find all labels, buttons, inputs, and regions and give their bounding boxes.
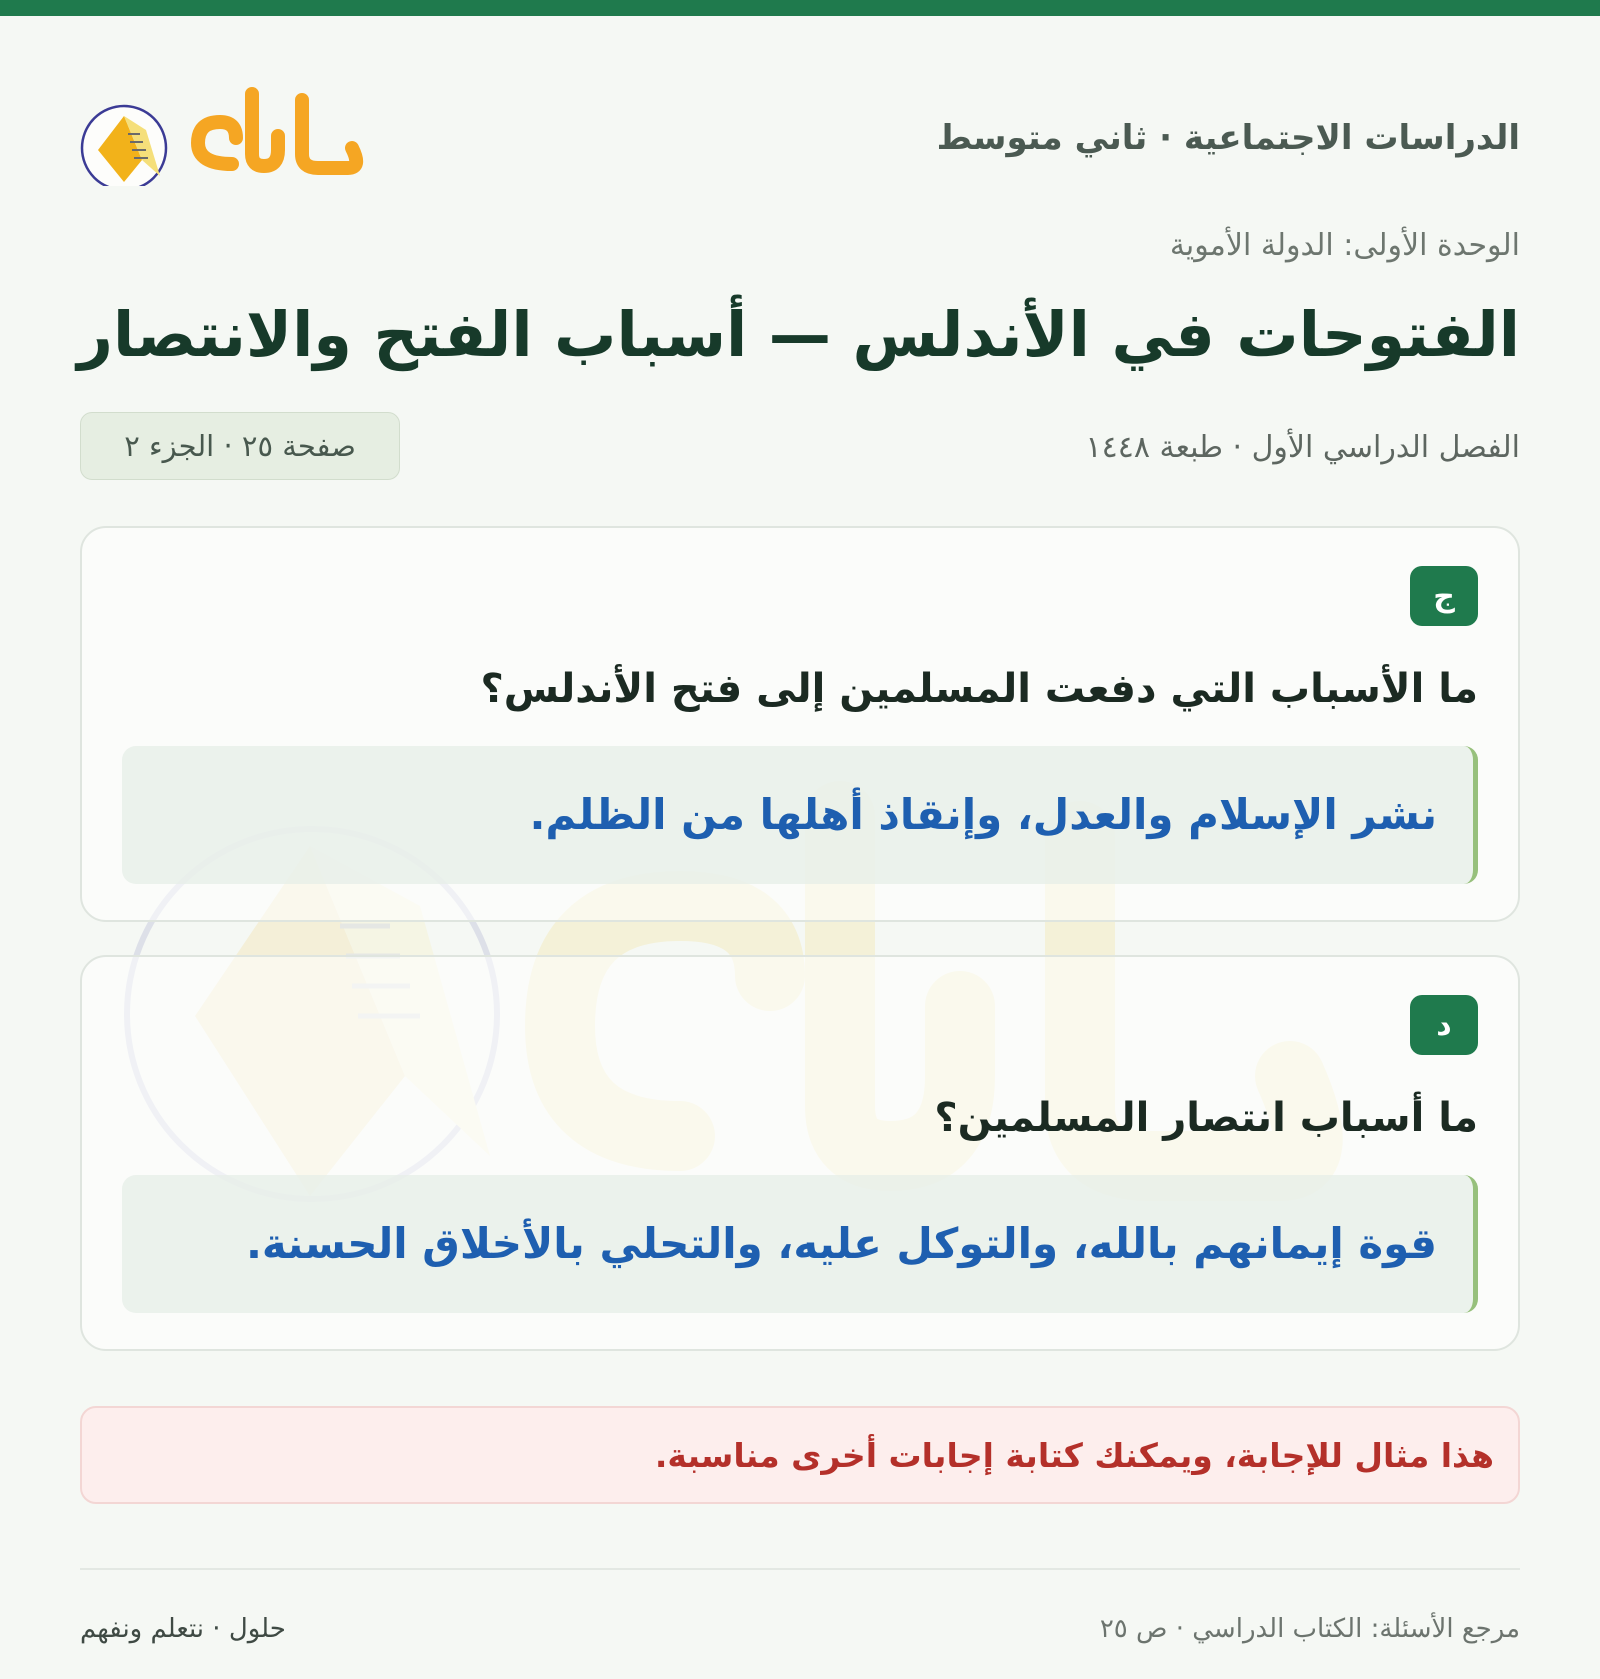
page-chip-label: صفحة ٢٥ · الجزء ٢ xyxy=(124,429,356,463)
question-card xyxy=(80,955,1520,1351)
footer-reference: مرجع الأسئلة: الكتاب الدراسي · ص ٢٥ xyxy=(1099,1614,1520,1644)
answer-text: نشر الإسلام والعدل، وإنقاذ أهلها من الظلم. xyxy=(529,790,1437,839)
question-badge: ج xyxy=(1410,566,1478,626)
top-accent-bar xyxy=(0,0,1600,16)
semester-info: الفصل الدراسي الأول · طبعة ١٤٤٨ xyxy=(1085,430,1520,465)
unit-label: الوحدة الأولى: الدولة الأموية xyxy=(1169,228,1520,263)
answer-text: قوة إيمانهم بالله، والتوكل عليه، والتحلي بالأخلاق الحسنة. xyxy=(245,1219,1437,1268)
answer-box xyxy=(122,746,1478,884)
page-chip xyxy=(80,412,400,480)
question-text: ما أسباب انتصار المسلمين؟ xyxy=(934,1095,1478,1141)
answer-note xyxy=(80,1406,1520,1504)
answer-note-text: هذا مثال للإجابة، ويمكنك كتابة إجابات أخرى مناسبة. xyxy=(654,1436,1494,1475)
page xyxy=(0,16,1600,1679)
header xyxy=(80,86,1520,186)
question-badge: د xyxy=(1410,995,1478,1055)
answer-box xyxy=(122,1175,1478,1313)
footer-divider xyxy=(80,1568,1520,1570)
page-title: الفتوحات في الأندلس — أسباب الفتح والانتصار xyxy=(77,298,1520,371)
question-card xyxy=(80,526,1520,922)
question-text: ما الأسباب التي دفعت المسلمين إلى فتح الأندلس؟ xyxy=(480,666,1478,712)
hulul-logo[interactable] xyxy=(80,86,370,186)
footer-brand[interactable]: حلول · نتعلم ونفهم xyxy=(80,1614,286,1644)
subject-title: الدراسات الاجتماعية · ثاني متوسط xyxy=(936,118,1520,158)
